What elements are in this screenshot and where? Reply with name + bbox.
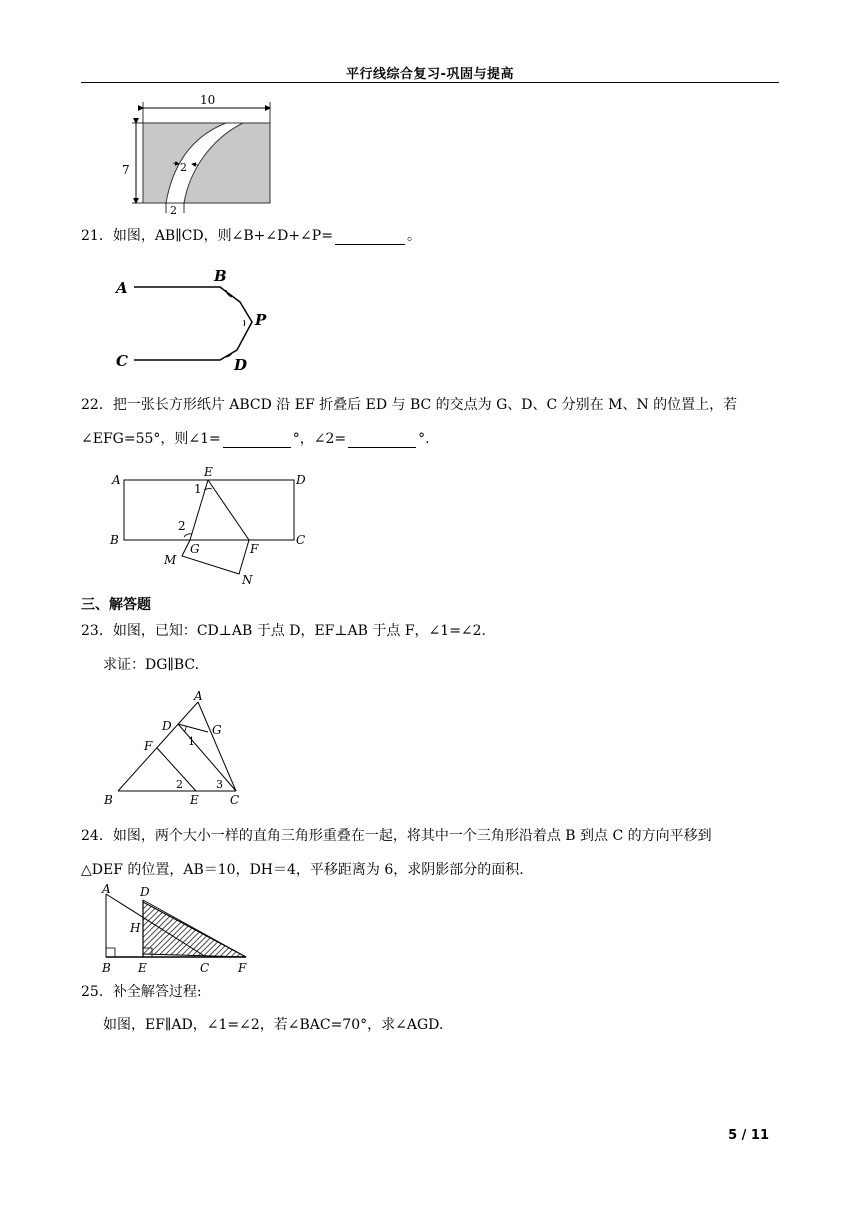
label-E: E (138, 961, 147, 975)
question-21: 21．如图，AB∥CD，则∠B+∠D+∠P= 。 (81, 228, 421, 244)
label-F: F (238, 961, 247, 975)
label-G: G (212, 723, 222, 737)
answer-blank-1 (223, 433, 291, 448)
label-F: F (144, 739, 153, 753)
bottom-label: 2 (170, 204, 177, 217)
height-label: 7 (122, 163, 130, 177)
question-22-line-1: 22．把一张长方形纸片 ABCD 沿 EF 折叠后 ED 与 BC 的交点为 G、D、C 分别在 M、N 的位置上，若 (81, 397, 738, 413)
section-title: 三、解答题 (81, 597, 151, 613)
label-H: H (130, 921, 141, 935)
page-number: 5 / 11 (728, 1128, 769, 1143)
page-header: 平行线综合复习-巩固与提高 (346, 67, 514, 82)
label-P: P (255, 311, 267, 329)
label-A: A (102, 882, 111, 896)
label-C: C (230, 793, 240, 807)
label-angle-2: 2 (176, 778, 183, 791)
figure-24 (96, 882, 256, 976)
answer-blank (335, 230, 405, 245)
width-label: 10 (200, 93, 216, 107)
label-angle-3: 3 (216, 778, 223, 791)
label-F: F (250, 542, 259, 556)
question-25-line-2: 如图，EF∥AD，∠1=∠2，若∠BAC=70°，求∠AGD. (103, 1017, 444, 1033)
label-A: A (116, 279, 128, 297)
label-C: C (296, 533, 306, 547)
question-23-line-2: 求证：DG∥BC. (103, 657, 200, 673)
label-angle-1: 1 (188, 735, 195, 748)
label-N: N (242, 573, 253, 586)
label-D: D (234, 356, 248, 374)
label-G: G (190, 542, 200, 556)
header-rule (81, 82, 779, 83)
label-B: B (102, 961, 111, 975)
label-D: D (140, 885, 150, 899)
label-B: B (104, 793, 113, 807)
label-C: C (200, 961, 210, 975)
label-D: D (162, 719, 172, 733)
road-width-label: 2 (180, 161, 187, 174)
label-C: C (116, 352, 128, 370)
label-A: A (112, 473, 121, 487)
label-E: E (204, 465, 213, 479)
answer-blank-2 (348, 433, 416, 448)
question-25-line-1: 25．补全解答过程: (81, 984, 202, 1000)
label-angle-2: 2 (178, 519, 186, 533)
question-23-line-1: 23．如图，已知：CD⊥AB 于点 D，EF⊥AB 于点 F，∠1=∠2. (81, 623, 487, 639)
label-D: D (296, 473, 306, 487)
label-E: E (190, 793, 199, 807)
label-angle-1: 1 (194, 482, 202, 496)
figure-21 (112, 262, 282, 378)
label-B: B (110, 533, 119, 547)
figure-23 (100, 688, 260, 812)
question-24-line-2: △DEF 的位置，AB＝10，DH＝4，平移距离为 6，求阴影部分的面积. (81, 862, 524, 878)
label-A: A (194, 689, 203, 703)
figure-road-lawn (118, 88, 288, 218)
figure-22 (104, 460, 314, 586)
label-M: M (164, 553, 177, 567)
question-24-line-1: 24．如图，两个大小一样的直角三角形重叠在一起，将其中一个三角形沿着点 B 到点 C 的方向平移到 (81, 828, 712, 844)
question-22-line-2: ∠EFG=55°，则∠1= °，∠2= °. (81, 431, 430, 447)
label-B: B (214, 267, 227, 285)
